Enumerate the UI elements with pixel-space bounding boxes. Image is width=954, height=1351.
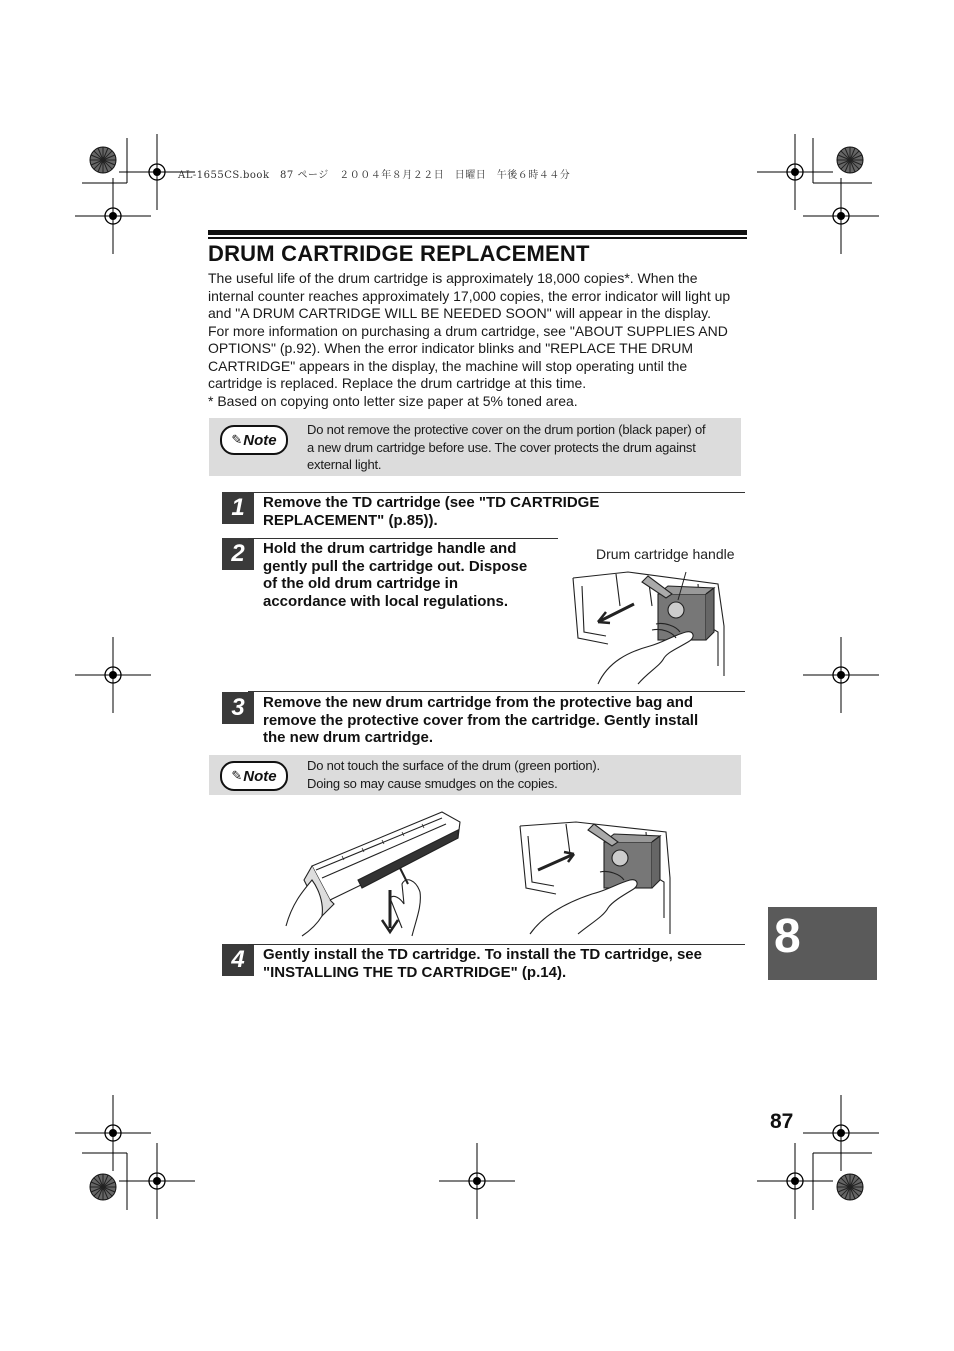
intro-line: cartridge is replaced. Replace the drum cartridge at this time.: [208, 375, 587, 391]
note-badge-label: Note: [243, 431, 277, 449]
intro-line: CARTRIDGE" appears in the display, the machine will stop operating until the: [208, 357, 688, 374]
page-title: DRUM CARTRIDGE REPLACEMENT: [208, 241, 590, 266]
step-line: of the old drum cartridge in: [263, 575, 459, 592]
intro-line: For more information on purchasing a drum cartridge, see "ABOUT SUPPLIES AND: [208, 322, 728, 339]
step-rule: [248, 691, 745, 692]
print-header-info: AL-1655CS.book 87 ページ ２００４年８月２２日 日曜日 午後６時４４分: [178, 170, 571, 181]
step-text-1: [263, 494, 599, 529]
step-rule: [248, 492, 745, 493]
intro-line: OPTIONS" (p.92). When the error indicator blinks and "REPLACE THE DRUM: [208, 340, 694, 356]
note-badge-label: Note: [243, 767, 277, 785]
step-line: remove the protective cover from the cartridge. Gently install: [263, 711, 699, 729]
note-line: Doing so may cause smudges on the copies.: [307, 775, 558, 791]
step-line: the new drum cartridge.: [263, 729, 434, 746]
chapter-number: 8: [774, 910, 801, 963]
step-text-2: [263, 540, 527, 610]
note-badge: [220, 761, 288, 791]
illustration-remove-drum: [568, 566, 728, 686]
step-line: accordance with local regulations.: [263, 592, 509, 610]
intro-line: internal counter reaches approximately 17,000 copies, the error indicator will light up: [208, 287, 731, 304]
note-box-2: [209, 755, 741, 795]
title-rule-thick: [208, 230, 747, 235]
page-number: 87: [770, 1110, 794, 1133]
note-line: Do not remove the protective cover on the drum portion (black paper) of: [307, 422, 706, 437]
note-line: a new drum cartridge before use. The cover protects the drum against: [307, 439, 696, 455]
note-box-1: [209, 418, 741, 476]
step-number-2: 2: [222, 538, 254, 570]
step-rule: [248, 944, 745, 945]
step-line: gently pull the cartridge out. Dispose: [263, 557, 528, 575]
step-rule: [248, 538, 558, 539]
step-line: Gently install the TD cartridge. To install the TD cartridge, see: [263, 946, 702, 963]
step-line: Remove the new drum cartridge from the protective bag and: [263, 694, 694, 711]
footnote: * Based on copying onto letter size paper at 5% toned area.: [208, 393, 578, 409]
intro-line: and "A DRUM CARTRIDGE WILL BE NEEDED SOON" will appear in the display.: [208, 305, 711, 321]
pencil-note-icon: ✎: [231, 432, 243, 447]
step-line: Hold the drum cartridge handle and: [263, 540, 517, 557]
note-line: Do not touch the surface of the drum (green portion).: [307, 758, 600, 773]
note-badge: [220, 425, 288, 455]
note-text: [307, 757, 600, 792]
step-text-4: [263, 946, 702, 981]
intro-line: The useful life of the drum cartridge is approximately 18,000 copies*. When the: [208, 270, 698, 286]
step-number-1: 1: [222, 492, 254, 524]
step-number-4: 4: [222, 944, 254, 976]
step-number-3: 3: [222, 692, 254, 724]
note-line: external light.: [307, 457, 382, 472]
step-line: "INSTALLING THE TD CARTRIDGE" (p.14).: [263, 963, 567, 981]
step-line: REPLACEMENT" (p.85)).: [263, 511, 438, 529]
drum-handle-caption: Drum cartridge handle: [596, 546, 735, 562]
chapter-tab: [768, 907, 877, 980]
note-text: [307, 421, 705, 474]
pencil-note-icon: ✎: [231, 768, 243, 783]
illustration-remove-protective-cover: [282, 808, 464, 938]
step-line: Remove the TD cartridge (see "TD CARTRIDGE: [263, 494, 600, 511]
step-text-3: [263, 694, 698, 747]
intro-paragraph: [208, 270, 748, 393]
title-rule-thin: [208, 237, 747, 239]
illustration-install-drum: [516, 818, 676, 936]
